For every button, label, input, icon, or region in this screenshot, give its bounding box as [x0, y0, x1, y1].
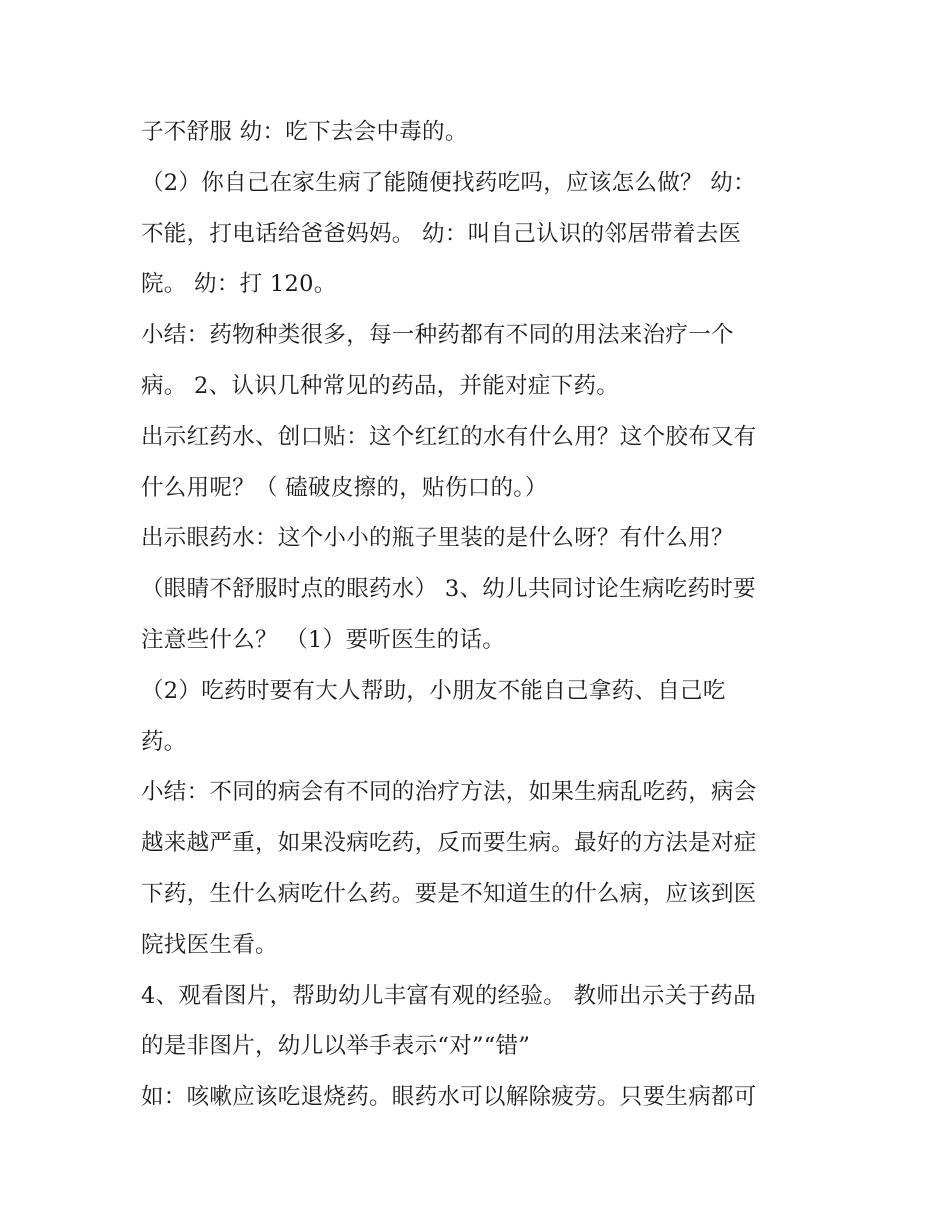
text-line: 院。 幼：打 120。	[141, 271, 337, 298]
text-line: 如：咳嗽应该吃退烧药。眼药水可以解除疲劳。只要生病都可	[141, 1084, 757, 1111]
text-line: （2）你自己在家生病了能随便找药吃吗，应该怎么做？ 幼：	[141, 169, 756, 196]
text-line: 出示眼药水：这个小小的瓶子里装的是什么呀？有什么用？	[141, 525, 734, 552]
text-line: 院找医生看。	[141, 931, 278, 958]
text-line: 子不舒服 幼：吃下去会中毒的。	[141, 119, 468, 145]
text-line: 注意些什么？ （1）要听医生的话。	[141, 626, 506, 653]
text-line: 小结：药物种类很多，每一种药都有不同的用法来治疗一个	[141, 322, 734, 349]
document-body	[141, 107, 821, 1123]
text-line: 病。 2、认识几种常见的药品，并能对症下药。	[141, 372, 620, 399]
text-line: 小结：不同的病会有不同的治疗方法，如果生病乱吃药，病会	[141, 779, 757, 806]
text-line: 下药，生什么病吃什么药。要是不知道生的什么病，应该到医	[141, 880, 757, 907]
text-line: 越来越严重，如果没病吃药，反而要生病。最好的方法是对症	[141, 830, 757, 857]
text-line: （眼睛不舒服时点的眼药水） 3、幼儿共同讨论生病吃药时要	[141, 576, 756, 603]
text-line: 的是非图片，幼儿以举手表示“对”“错”	[141, 1033, 531, 1060]
text-line: 药。	[141, 728, 187, 755]
text-line: 4、观看图片，帮助幼儿丰富有观的经验。 教师出示关于药品	[141, 982, 756, 1009]
text-line: （2）吃药时要有大人帮助，小朋友不能自己拿药、自己吃	[141, 677, 726, 704]
text-line: 出示红药水、创口贴：这个红红的水有什么用？这个胶布又有	[141, 423, 757, 450]
text-line: 什么用呢？（ 磕破皮擦的，贴伤口的。）	[141, 474, 548, 501]
text-line: 不能，打电话给爸爸妈妈。 幼：叫自己认识的邻居带着去医	[141, 220, 742, 247]
